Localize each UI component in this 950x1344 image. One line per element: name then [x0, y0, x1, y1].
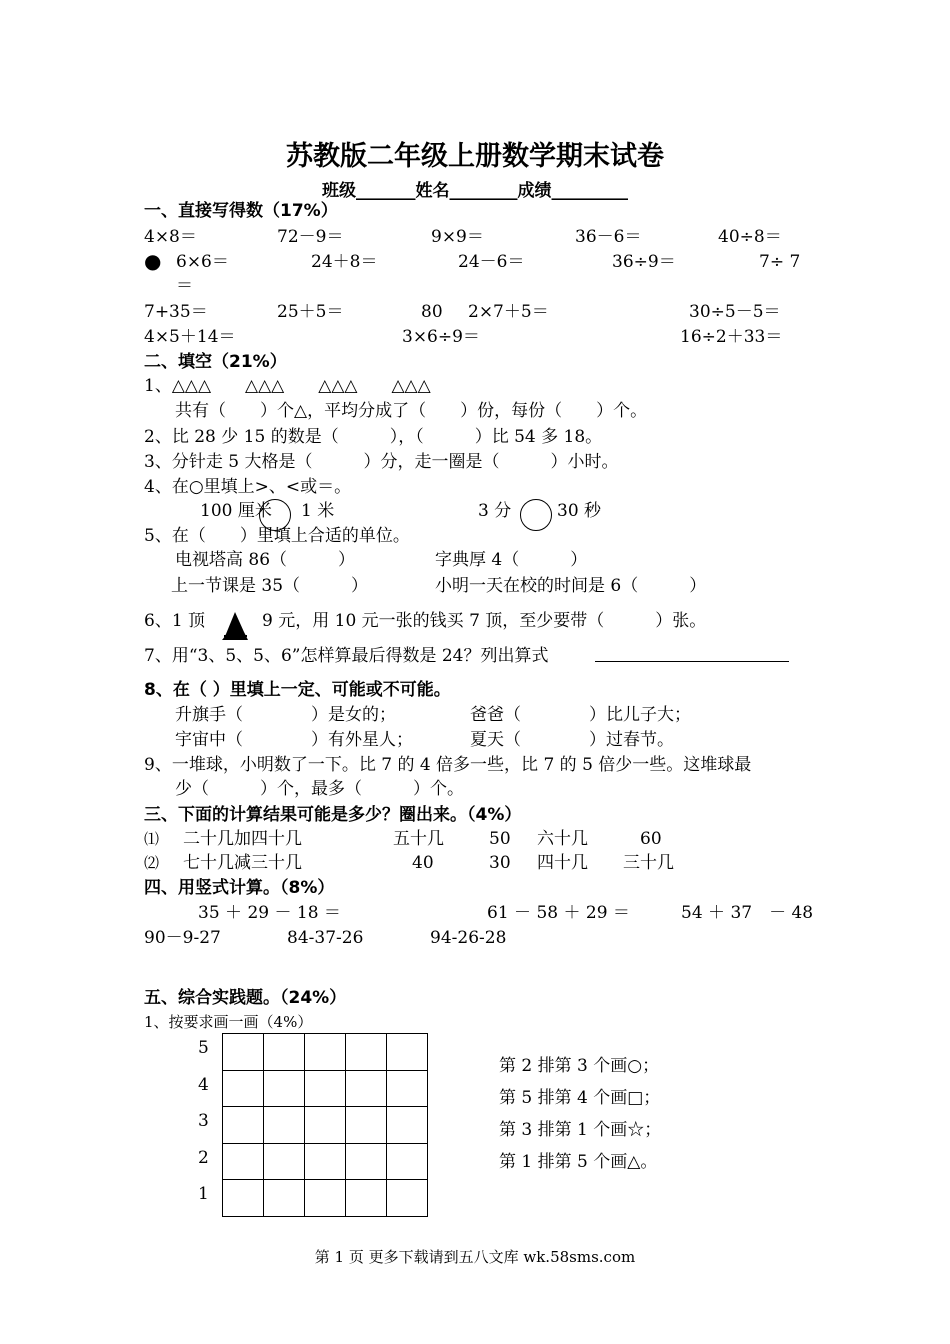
draw-instruction: 第 1 排第 5 个画△。: [499, 1152, 658, 1172]
option-text: 七十几减三十几: [183, 853, 302, 873]
question-1-text: 共有（ ）个△，平均分成了（ ）份，每份（ ）个。: [175, 401, 648, 421]
grid-cell[interactable]: [264, 1107, 305, 1144]
grid-cell[interactable]: [387, 1034, 428, 1071]
question-draw: 1、按要求画一画（4%）: [144, 1013, 313, 1031]
option-choice[interactable]: 三十几: [623, 853, 674, 873]
grid-cell[interactable]: [346, 1143, 387, 1180]
grid-cell[interactable]: [387, 1180, 428, 1217]
question-2: 2、比 28 少 15 的数是（ ），（ ）比 54 多 18。: [144, 427, 603, 447]
grid-cell[interactable]: [264, 1034, 305, 1071]
calc-item: 7÷ 7: [759, 252, 801, 272]
row-number: 3: [198, 1111, 209, 1131]
question-3: 3、分针走 5 大格是（ ）分，走一圈是（ ）小时。: [144, 452, 619, 472]
section-4-heading: 四、用竖式计算。（8%）: [144, 878, 335, 898]
grid-cell[interactable]: [305, 1034, 346, 1071]
calc-item: 25＋5＝: [277, 302, 344, 322]
calc-item: 6×6＝: [176, 252, 229, 272]
calc-item: 24－6＝: [458, 252, 525, 272]
option-choice[interactable]: 50: [489, 829, 511, 849]
calc-item: 80: [421, 302, 443, 322]
calc-item: 40÷8＝: [718, 227, 782, 247]
compare-right-value: 30 秒: [557, 501, 602, 521]
drawing-grid[interactable]: [222, 1033, 428, 1217]
grid-cell[interactable]: [223, 1107, 264, 1144]
grid-cell[interactable]: [346, 1107, 387, 1144]
student-info-line: 班级_______姓名________成绩_________: [322, 181, 628, 201]
section-2-heading: 二、填空（21%）: [144, 352, 287, 372]
grid-cell[interactable]: [223, 1070, 264, 1107]
row-number: 1: [198, 1184, 209, 1204]
question-6-start: 6、1 顶: [144, 611, 206, 631]
grid-cell[interactable]: [223, 1143, 264, 1180]
calc-item: 4×8＝: [144, 227, 197, 247]
draw-instruction: 第 5 排第 4 个画□；: [499, 1088, 661, 1108]
option-text: 二十几加四十几: [183, 829, 302, 849]
calc-item: 2×7＋5＝: [468, 302, 549, 322]
page-footer: 第 1 页 更多下载请到五八文库 wk.58sms.com: [314, 1248, 636, 1266]
option-choice[interactable]: 60: [640, 829, 662, 849]
question-4: 4、在○里填上>、<或＝。: [144, 477, 352, 497]
option-choice[interactable]: 40: [412, 853, 434, 873]
grid-cell[interactable]: [305, 1143, 346, 1180]
section-1-heading: 一、直接写得数（17%）: [144, 201, 338, 221]
question-5a: 电视塔高 86（ ）: [175, 550, 356, 570]
question-8a: 升旗手（ ）是女的；: [175, 705, 396, 725]
calc-item: 72－9＝: [277, 227, 344, 247]
vertical-calc: 90－9-27: [144, 928, 221, 948]
question-7: 7、用“3、5、5、6”怎样算最后得数是 24？列出算式: [144, 646, 549, 666]
option-choice[interactable]: 四十几: [537, 853, 588, 873]
grid-cell[interactable]: [223, 1034, 264, 1071]
vertical-calc: 61 － 58 ＋ 29 ＝: [487, 903, 630, 923]
hat-icon: [220, 610, 250, 642]
grid-cell[interactable]: [346, 1180, 387, 1217]
compare-left-value: 3 分: [478, 501, 512, 521]
grid-cell[interactable]: [264, 1143, 305, 1180]
section-5-heading: 五、综合实践题。（24%）: [144, 988, 347, 1008]
calc-item: 3×6÷9＝: [402, 327, 480, 347]
row-number: 4: [198, 1075, 209, 1095]
question-1-triangles: 1、△△△ △△△ △△△ △△△: [144, 376, 431, 396]
grid-cell[interactable]: [264, 1180, 305, 1217]
grid-cell[interactable]: [305, 1107, 346, 1144]
question-5d: 小明一天在校的时间是 6（ ）: [435, 576, 707, 596]
calc-item: 16÷2＋33＝: [680, 327, 783, 347]
calc-item: 36÷9＝: [612, 252, 676, 272]
page-title: 苏教版二年级上册数学期末试卷: [286, 141, 664, 172]
compare-left-value: 100 厘米: [200, 501, 272, 521]
grid-cell[interactable]: [305, 1180, 346, 1217]
question-9-line1: 9、一堆球，小明数了一下。比 7 的 4 倍多一些，比 7 的 5 倍少一些。这堆球最: [144, 755, 752, 775]
question-5c: 上一节课是 35（ ）: [171, 576, 369, 596]
question-5b: 字典厚 4（ ）: [435, 550, 588, 570]
vertical-calc: 94-26-28: [430, 928, 507, 948]
answer-line[interactable]: [595, 661, 789, 662]
draw-instruction: 第 2 排第 3 个画○；: [499, 1056, 660, 1076]
item-number: ⑵: [144, 854, 160, 872]
grid-cell[interactable]: [346, 1034, 387, 1071]
bullet-icon: ●: [144, 249, 162, 273]
grid-cell[interactable]: [264, 1070, 305, 1107]
option-choice[interactable]: 五十几: [393, 829, 444, 849]
calc-item: 30÷5－5＝: [689, 302, 781, 322]
vertical-calc: 54 ＋ 37 － 48: [681, 903, 814, 923]
grid-cell[interactable]: [223, 1180, 264, 1217]
vertical-calc: 84-37-26: [287, 928, 364, 948]
question-9-line2: 少（ ）个，最多（ ）个。: [175, 779, 464, 799]
calc-item: 7+35＝: [144, 302, 208, 322]
question-8c: 宇宙中（ ）有外星人；: [175, 730, 413, 750]
question-8-heading: 8、在（ ）里填上一定、可能或不可能。: [144, 680, 451, 700]
calc-item-equals: ＝: [176, 276, 193, 296]
row-number: 5: [198, 1038, 209, 1058]
grid-cell[interactable]: [346, 1070, 387, 1107]
calc-item: 4×5＋14＝: [144, 327, 236, 347]
compare-right-value: 1 米: [301, 501, 335, 521]
option-choice[interactable]: 六十几: [537, 829, 588, 849]
grid-cell[interactable]: [387, 1143, 428, 1180]
option-choice[interactable]: 30: [489, 853, 511, 873]
row-number: 2: [198, 1148, 209, 1168]
item-number: ⑴: [144, 830, 160, 848]
section-3-heading: 三、下面的计算结果可能是多少？圈出来。（4%）: [144, 805, 522, 825]
grid-cell[interactable]: [387, 1070, 428, 1107]
question-5: 5、在（ ）里填上合适的单位。: [144, 526, 410, 546]
calc-item: 24＋8＝: [311, 252, 378, 272]
question-8d: 夏天（ ）过春节。: [470, 730, 674, 750]
calc-item: 36－6＝: [575, 227, 642, 247]
calc-item: 9×9＝: [431, 227, 484, 247]
question-6-end: 9 元，用 10 元一张的钱买 7 顶，至少要带（ ）张。: [262, 611, 707, 631]
grid-cell[interactable]: [387, 1107, 428, 1144]
question-8b: 爸爸（ ）比儿子大；: [470, 705, 691, 725]
draw-instruction: 第 3 排第 1 个画☆；: [499, 1120, 662, 1140]
grid-cell[interactable]: [305, 1070, 346, 1107]
compare-circle-blank[interactable]: [520, 499, 552, 531]
vertical-calc: 35 ＋ 29 － 18 ＝: [198, 903, 341, 923]
